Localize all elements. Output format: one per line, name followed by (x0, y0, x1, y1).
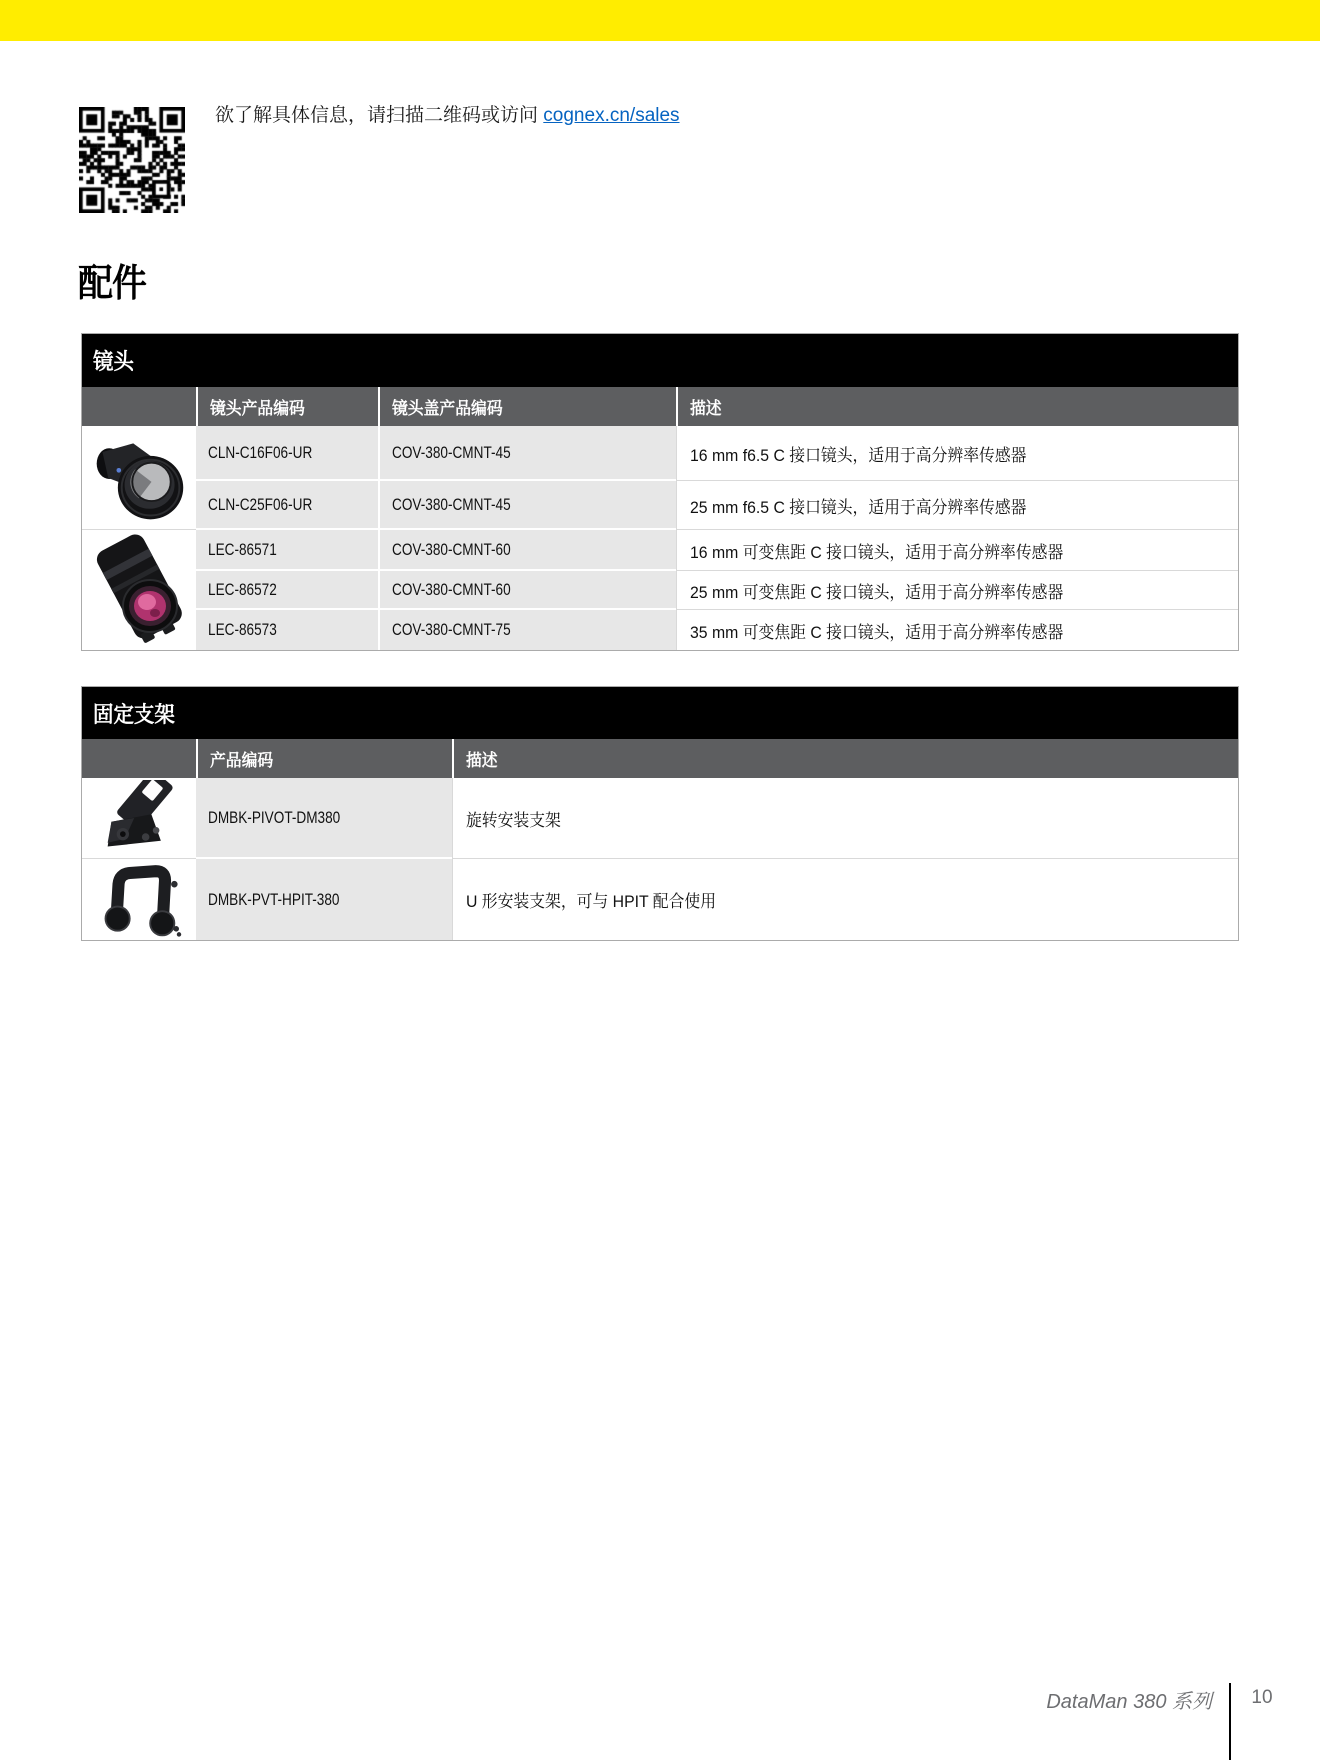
lens-code-cell: CLN-C25F06-UR (196, 481, 378, 530)
u-bracket-photo (82, 859, 196, 940)
product-code-cell: DMBK-PIVOT-DM380 (196, 778, 452, 859)
header-image-col (82, 739, 196, 778)
pivot-bracket-photo (82, 778, 196, 859)
info-text: 欲了解具体信息，请扫描二维码或访问 (215, 105, 539, 126)
header-description: 描述 (452, 739, 1238, 778)
page-title: 配件 (78, 263, 147, 305)
lens-code-cell: LEC-86571 (196, 530, 378, 571)
qr-code (79, 107, 185, 213)
header-product-code: 产品编码 (196, 739, 452, 778)
header-lens-code: 镜头产品编码 (196, 387, 378, 426)
fixed-lens-photo (82, 426, 196, 530)
bracket-table-title: 固定支架 (82, 687, 1238, 739)
description-cell: U 形安装支架，可与 HPIT 配合使用 (452, 859, 1238, 940)
lens-code-cell: LEC-86573 (196, 610, 378, 650)
description-cell: 35 mm 可变焦距 C 接口镜头，适用于高分辨率传感器 (676, 610, 1238, 650)
top-yellow-banner (0, 0, 1320, 41)
product-code-cell: DMBK-PVT-HPIT-380 (196, 859, 452, 940)
footer-doc-title: DataMan 380 系列 (1046, 1691, 1212, 1713)
lens-table-grid (82, 387, 1238, 650)
sales-link[interactable]: cognex.cn/sales (543, 105, 680, 126)
cover-code-cell: COV-380-CMNT-45 (378, 481, 676, 530)
header-description: 描述 (676, 387, 1238, 426)
bracket-table-grid (82, 739, 1238, 940)
lens-table (81, 333, 1239, 651)
cover-code-cell: COV-380-CMNT-75 (378, 610, 676, 650)
bracket-table (81, 686, 1239, 941)
footer-divider (1229, 1683, 1231, 1760)
description-cell: 旋转安装支架 (452, 778, 1238, 859)
lens-code-cell: CLN-C16F06-UR (196, 426, 378, 481)
description-cell: 16 mm f6.5 C 接口镜头，适用于高分辨率传感器 (676, 426, 1238, 481)
header-image-col (82, 387, 196, 426)
lens-code-cell: LEC-86572 (196, 571, 378, 610)
description-cell: 25 mm f6.5 C 接口镜头，适用于高分辨率传感器 (676, 481, 1238, 530)
cover-code-cell: COV-380-CMNT-60 (378, 530, 676, 571)
cover-code-cell: COV-380-CMNT-45 (378, 426, 676, 481)
cover-code-cell: COV-380-CMNT-60 (378, 571, 676, 610)
footer-page-number: 10 (1251, 1687, 1273, 1708)
header-cover-code: 镜头盖产品编码 (378, 387, 676, 426)
zoom-lens-photo (82, 530, 196, 650)
description-cell: 16 mm 可变焦距 C 接口镜头，适用于高分辨率传感器 (676, 530, 1238, 571)
description-cell: 25 mm 可变焦距 C 接口镜头，适用于高分辨率传感器 (676, 571, 1238, 610)
info-line (215, 104, 680, 128)
lens-table-title: 镜头 (82, 334, 1238, 387)
